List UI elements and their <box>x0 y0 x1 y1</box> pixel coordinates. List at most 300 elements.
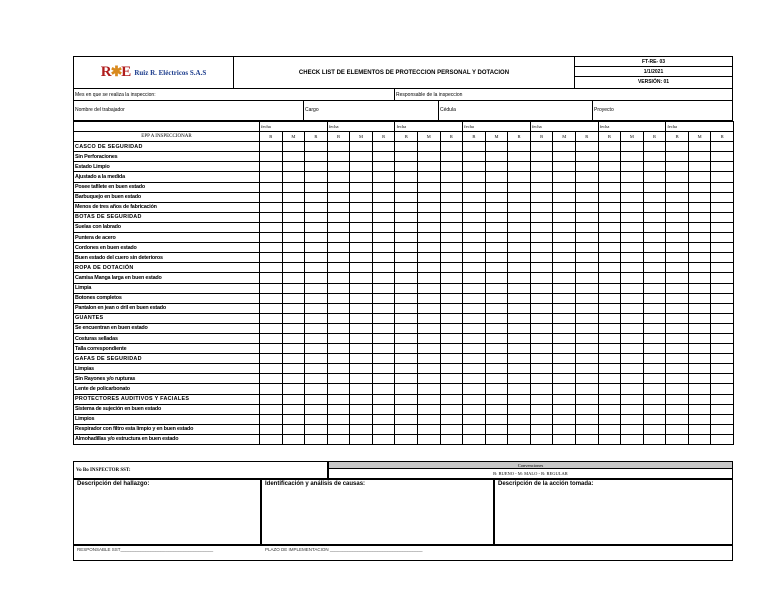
rating-cell[interactable] <box>327 263 350 273</box>
deadline-line[interactable]: PLAZO DE IMPLEMENTACION _____________________________________ <box>265 547 423 552</box>
rating-cell[interactable] <box>418 273 441 283</box>
rating-cell[interactable] <box>508 354 531 364</box>
rating-cell[interactable] <box>440 354 463 364</box>
rating-cell[interactable] <box>305 384 328 394</box>
rating-cell[interactable] <box>485 384 508 394</box>
rating-cell[interactable] <box>508 434 531 444</box>
rating-cell[interactable] <box>666 192 689 202</box>
action-taken-box[interactable] <box>494 479 733 545</box>
rating-cell[interactable] <box>260 162 283 172</box>
rating-cell[interactable] <box>260 202 283 212</box>
rating-cell[interactable] <box>418 404 441 414</box>
rating-cell[interactable] <box>711 263 734 273</box>
rating-cell[interactable] <box>440 374 463 384</box>
rating-cell[interactable] <box>508 323 531 333</box>
rating-cell[interactable] <box>643 323 666 333</box>
rating-cell[interactable] <box>643 222 666 232</box>
rating-cell[interactable] <box>643 364 666 374</box>
rating-cell[interactable] <box>440 404 463 414</box>
rating-cell[interactable] <box>260 253 283 263</box>
rating-cell[interactable] <box>598 142 621 152</box>
rating-cell[interactable] <box>643 182 666 192</box>
rating-cell[interactable] <box>688 404 711 414</box>
rating-cell[interactable] <box>372 293 395 303</box>
rating-cell[interactable] <box>711 323 734 333</box>
rating-cell[interactable] <box>327 313 350 323</box>
rating-cell[interactable] <box>621 293 644 303</box>
rating-cell[interactable] <box>598 323 621 333</box>
rating-cell[interactable] <box>553 323 576 333</box>
rating-cell[interactable] <box>598 263 621 273</box>
rating-cell[interactable] <box>418 243 441 253</box>
rating-cell[interactable] <box>282 243 305 253</box>
rating-cell[interactable] <box>463 323 486 333</box>
rating-cell[interactable] <box>463 212 486 222</box>
rating-cell[interactable] <box>643 333 666 343</box>
rating-cell[interactable] <box>666 273 689 283</box>
rating-cell[interactable] <box>260 212 283 222</box>
rating-cell[interactable] <box>508 192 531 202</box>
rating-cell[interactable] <box>553 212 576 222</box>
rating-cell[interactable] <box>395 424 418 434</box>
rating-cell[interactable] <box>305 152 328 162</box>
rating-cell[interactable] <box>576 333 599 343</box>
rating-cell[interactable] <box>305 364 328 374</box>
rating-cell[interactable] <box>282 404 305 414</box>
rating-cell[interactable] <box>598 404 621 414</box>
rating-cell[interactable] <box>688 293 711 303</box>
rating-cell[interactable] <box>350 303 373 313</box>
rating-cell[interactable] <box>463 384 486 394</box>
rating-cell[interactable] <box>508 384 531 394</box>
rating-cell[interactable] <box>260 374 283 384</box>
rating-cell[interactable] <box>576 293 599 303</box>
rating-cell[interactable] <box>463 152 486 162</box>
rating-cell[interactable] <box>372 404 395 414</box>
rating-cell[interactable] <box>485 333 508 343</box>
rating-cell[interactable] <box>508 404 531 414</box>
rating-cell[interactable] <box>711 303 734 313</box>
rating-cell[interactable] <box>418 333 441 343</box>
rating-cell[interactable] <box>530 323 553 333</box>
rating-cell[interactable] <box>282 323 305 333</box>
rating-cell[interactable] <box>711 192 734 202</box>
rating-cell[interactable] <box>711 172 734 182</box>
rating-cell[interactable] <box>372 273 395 283</box>
rating-cell[interactable] <box>440 434 463 444</box>
rating-cell[interactable] <box>530 364 553 374</box>
rating-cell[interactable] <box>621 374 644 384</box>
rating-cell[interactable] <box>711 293 734 303</box>
rating-cell[interactable] <box>305 263 328 273</box>
rating-cell[interactable] <box>305 273 328 283</box>
rating-cell[interactable] <box>327 344 350 354</box>
rating-cell[interactable] <box>372 303 395 313</box>
rating-cell[interactable] <box>666 263 689 273</box>
rating-cell[interactable] <box>576 152 599 162</box>
rating-cell[interactable] <box>666 313 689 323</box>
rating-cell[interactable] <box>688 152 711 162</box>
rating-cell[interactable] <box>418 253 441 263</box>
rating-cell[interactable] <box>418 222 441 232</box>
rating-cell[interactable] <box>418 212 441 222</box>
rating-cell[interactable] <box>282 344 305 354</box>
rating-cell[interactable] <box>711 202 734 212</box>
rating-cell[interactable] <box>643 243 666 253</box>
rating-cell[interactable] <box>666 182 689 192</box>
rating-cell[interactable] <box>372 424 395 434</box>
rating-cell[interactable] <box>282 192 305 202</box>
rating-cell[interactable] <box>463 142 486 152</box>
rating-cell[interactable] <box>553 374 576 384</box>
rating-cell[interactable] <box>395 364 418 374</box>
rating-cell[interactable] <box>395 344 418 354</box>
rating-cell[interactable] <box>530 263 553 273</box>
rating-cell[interactable] <box>327 333 350 343</box>
rating-cell[interactable] <box>688 323 711 333</box>
rating-cell[interactable] <box>418 293 441 303</box>
rating-cell[interactable] <box>508 303 531 313</box>
rating-cell[interactable] <box>576 394 599 404</box>
rating-cell[interactable] <box>440 394 463 404</box>
rating-cell[interactable] <box>643 313 666 323</box>
rating-cell[interactable] <box>395 162 418 172</box>
rating-cell[interactable] <box>282 434 305 444</box>
rating-cell[interactable] <box>666 162 689 172</box>
rating-cell[interactable] <box>530 293 553 303</box>
rating-cell[interactable] <box>666 283 689 293</box>
rating-cell[interactable] <box>485 222 508 232</box>
rating-cell[interactable] <box>418 172 441 182</box>
rating-cell[interactable] <box>598 394 621 404</box>
rating-cell[interactable] <box>395 222 418 232</box>
rating-cell[interactable] <box>395 313 418 323</box>
rating-cell[interactable] <box>621 182 644 192</box>
rating-cell[interactable] <box>372 434 395 444</box>
rating-cell[interactable] <box>327 293 350 303</box>
rating-cell[interactable] <box>282 333 305 343</box>
rating-cell[interactable] <box>553 253 576 263</box>
rating-cell[interactable] <box>643 263 666 273</box>
rating-cell[interactable] <box>305 212 328 222</box>
rating-cell[interactable] <box>395 253 418 263</box>
rating-cell[interactable] <box>621 344 644 354</box>
rating-cell[interactable] <box>372 142 395 152</box>
rating-cell[interactable] <box>711 253 734 263</box>
rating-cell[interactable] <box>327 243 350 253</box>
rating-cell[interactable] <box>711 313 734 323</box>
rating-cell[interactable] <box>508 344 531 354</box>
rating-cell[interactable] <box>463 172 486 182</box>
rating-cell[interactable] <box>350 344 373 354</box>
rating-cell[interactable] <box>508 333 531 343</box>
rating-cell[interactable] <box>372 182 395 192</box>
rating-cell[interactable] <box>530 202 553 212</box>
rating-cell[interactable] <box>305 243 328 253</box>
rating-cell[interactable] <box>485 253 508 263</box>
rating-cell[interactable] <box>643 202 666 212</box>
rating-cell[interactable] <box>508 182 531 192</box>
rating-cell[interactable] <box>327 424 350 434</box>
rating-cell[interactable] <box>282 303 305 313</box>
rating-cell[interactable] <box>485 394 508 404</box>
rating-cell[interactable] <box>485 303 508 313</box>
rating-cell[interactable] <box>576 414 599 424</box>
rating-cell[interactable] <box>305 192 328 202</box>
rating-cell[interactable] <box>440 222 463 232</box>
rating-cell[interactable] <box>508 283 531 293</box>
rating-cell[interactable] <box>553 384 576 394</box>
rating-cell[interactable] <box>598 424 621 434</box>
rating-cell[interactable] <box>530 424 553 434</box>
rating-cell[interactable] <box>711 434 734 444</box>
rating-cell[interactable] <box>418 323 441 333</box>
rating-cell[interactable] <box>688 364 711 374</box>
rating-cell[interactable] <box>553 243 576 253</box>
rating-cell[interactable] <box>598 172 621 182</box>
finding-description-box[interactable] <box>73 479 261 545</box>
rating-cell[interactable] <box>305 333 328 343</box>
rating-cell[interactable] <box>576 233 599 243</box>
rating-cell[interactable] <box>463 394 486 404</box>
rating-cell[interactable] <box>350 233 373 243</box>
rating-cell[interactable] <box>666 434 689 444</box>
rating-cell[interactable] <box>576 263 599 273</box>
rating-cell[interactable] <box>621 313 644 323</box>
rating-cell[interactable] <box>305 202 328 212</box>
rating-cell[interactable] <box>463 202 486 212</box>
rating-cell[interactable] <box>576 283 599 293</box>
date-cell[interactable]: fecha <box>666 122 734 132</box>
rating-cell[interactable] <box>688 354 711 364</box>
rating-cell[interactable] <box>440 414 463 424</box>
rating-cell[interactable] <box>260 354 283 364</box>
rating-cell[interactable] <box>282 374 305 384</box>
rating-cell[interactable] <box>666 222 689 232</box>
rating-cell[interactable] <box>372 364 395 374</box>
rating-cell[interactable] <box>711 222 734 232</box>
rating-cell[interactable] <box>372 212 395 222</box>
rating-cell[interactable] <box>508 394 531 404</box>
rating-cell[interactable] <box>598 192 621 202</box>
rating-cell[interactable] <box>305 283 328 293</box>
rating-cell[interactable] <box>350 323 373 333</box>
rating-cell[interactable] <box>666 354 689 364</box>
rating-cell[interactable] <box>260 394 283 404</box>
rating-cell[interactable] <box>688 253 711 263</box>
cause-analysis-box[interactable] <box>261 479 494 545</box>
rating-cell[interactable] <box>643 172 666 182</box>
rating-cell[interactable] <box>372 263 395 273</box>
rating-cell[interactable] <box>327 414 350 424</box>
rating-cell[interactable] <box>530 222 553 232</box>
rating-cell[interactable] <box>418 414 441 424</box>
rating-cell[interactable] <box>440 424 463 434</box>
rating-cell[interactable] <box>463 374 486 384</box>
rating-cell[interactable] <box>440 333 463 343</box>
rating-cell[interactable] <box>372 354 395 364</box>
rating-cell[interactable] <box>643 273 666 283</box>
rating-cell[interactable] <box>440 384 463 394</box>
rating-cell[interactable] <box>688 424 711 434</box>
rating-cell[interactable] <box>711 243 734 253</box>
rating-cell[interactable] <box>711 152 734 162</box>
rating-cell[interactable] <box>530 152 553 162</box>
rating-cell[interactable] <box>350 293 373 303</box>
rating-cell[interactable] <box>260 233 283 243</box>
rating-cell[interactable] <box>463 333 486 343</box>
rating-cell[interactable] <box>508 233 531 243</box>
rating-cell[interactable] <box>350 384 373 394</box>
rating-cell[interactable] <box>666 152 689 162</box>
rating-cell[interactable] <box>282 142 305 152</box>
rating-cell[interactable] <box>508 172 531 182</box>
rating-cell[interactable] <box>260 152 283 162</box>
rating-cell[interactable] <box>372 202 395 212</box>
rating-cell[interactable] <box>463 253 486 263</box>
rating-cell[interactable] <box>305 434 328 444</box>
rating-cell[interactable] <box>440 233 463 243</box>
rating-cell[interactable] <box>440 273 463 283</box>
rating-cell[interactable] <box>372 313 395 323</box>
rating-cell[interactable] <box>418 233 441 243</box>
rating-cell[interactable] <box>350 222 373 232</box>
rating-cell[interactable] <box>282 263 305 273</box>
rating-cell[interactable] <box>621 333 644 343</box>
rating-cell[interactable] <box>666 333 689 343</box>
rating-cell[interactable] <box>530 283 553 293</box>
rating-cell[interactable] <box>485 313 508 323</box>
rating-cell[interactable] <box>395 404 418 414</box>
rating-cell[interactable] <box>282 172 305 182</box>
rating-cell[interactable] <box>598 384 621 394</box>
rating-cell[interactable] <box>508 162 531 172</box>
rating-cell[interactable] <box>372 374 395 384</box>
rating-cell[interactable] <box>553 233 576 243</box>
rating-cell[interactable] <box>485 283 508 293</box>
worker-name-label[interactable]: Nombre del trabajador <box>75 107 125 113</box>
rating-cell[interactable] <box>463 414 486 424</box>
rating-cell[interactable] <box>395 414 418 424</box>
rating-cell[interactable] <box>508 253 531 263</box>
rating-cell[interactable] <box>553 192 576 202</box>
rating-cell[interactable] <box>643 434 666 444</box>
rating-cell[interactable] <box>530 142 553 152</box>
rating-cell[interactable] <box>260 182 283 192</box>
rating-cell[interactable] <box>418 152 441 162</box>
rating-cell[interactable] <box>418 394 441 404</box>
rating-cell[interactable] <box>553 222 576 232</box>
rating-cell[interactable] <box>440 303 463 313</box>
rating-cell[interactable] <box>666 142 689 152</box>
rating-cell[interactable] <box>666 233 689 243</box>
rating-cell[interactable] <box>327 303 350 313</box>
rating-cell[interactable] <box>327 323 350 333</box>
rating-cell[interactable] <box>711 394 734 404</box>
rating-cell[interactable] <box>576 273 599 283</box>
rating-cell[interactable] <box>688 243 711 253</box>
rating-cell[interactable] <box>508 414 531 424</box>
rating-cell[interactable] <box>350 162 373 172</box>
rating-cell[interactable] <box>553 283 576 293</box>
date-cell[interactable]: fecha <box>327 122 395 132</box>
rating-cell[interactable] <box>260 414 283 424</box>
rating-cell[interactable] <box>711 424 734 434</box>
rating-cell[interactable] <box>530 162 553 172</box>
rating-cell[interactable] <box>598 354 621 364</box>
rating-cell[interactable] <box>643 404 666 414</box>
rating-cell[interactable] <box>688 273 711 283</box>
rating-cell[interactable] <box>530 414 553 424</box>
rating-cell[interactable] <box>418 364 441 374</box>
rating-cell[interactable] <box>711 354 734 364</box>
rating-cell[interactable] <box>530 384 553 394</box>
rating-cell[interactable] <box>418 182 441 192</box>
rating-cell[interactable] <box>418 313 441 323</box>
rating-cell[interactable] <box>666 384 689 394</box>
rating-cell[interactable] <box>463 313 486 323</box>
rating-cell[interactable] <box>530 374 553 384</box>
rating-cell[interactable] <box>553 172 576 182</box>
rating-cell[interactable] <box>485 243 508 253</box>
rating-cell[interactable] <box>598 344 621 354</box>
rating-cell[interactable] <box>598 434 621 444</box>
rating-cell[interactable] <box>530 212 553 222</box>
rating-cell[interactable] <box>688 313 711 323</box>
rating-cell[interactable] <box>530 313 553 323</box>
rating-cell[interactable] <box>688 212 711 222</box>
rating-cell[interactable] <box>688 394 711 404</box>
rating-cell[interactable] <box>327 384 350 394</box>
rating-cell[interactable] <box>350 192 373 202</box>
rating-cell[interactable] <box>576 344 599 354</box>
rating-cell[interactable] <box>666 364 689 374</box>
rating-cell[interactable] <box>350 333 373 343</box>
rating-cell[interactable] <box>643 192 666 202</box>
rating-cell[interactable] <box>508 142 531 152</box>
rating-cell[interactable] <box>485 233 508 243</box>
rating-cell[interactable] <box>282 313 305 323</box>
rating-cell[interactable] <box>463 293 486 303</box>
rating-cell[interactable] <box>508 212 531 222</box>
rating-cell[interactable] <box>553 394 576 404</box>
rating-cell[interactable] <box>282 182 305 192</box>
rating-cell[interactable] <box>418 344 441 354</box>
rating-cell[interactable] <box>305 414 328 424</box>
rating-cell[interactable] <box>440 152 463 162</box>
rating-cell[interactable] <box>463 222 486 232</box>
rating-cell[interactable] <box>327 222 350 232</box>
rating-cell[interactable] <box>305 222 328 232</box>
rating-cell[interactable] <box>395 394 418 404</box>
rating-cell[interactable] <box>576 323 599 333</box>
rating-cell[interactable] <box>621 233 644 243</box>
rating-cell[interactable] <box>463 162 486 172</box>
rating-cell[interactable] <box>508 243 531 253</box>
rating-cell[interactable] <box>530 253 553 263</box>
rating-cell[interactable] <box>372 222 395 232</box>
rating-cell[interactable] <box>395 202 418 212</box>
rating-cell[interactable] <box>327 374 350 384</box>
rating-cell[interactable] <box>327 212 350 222</box>
rating-cell[interactable] <box>576 172 599 182</box>
rating-cell[interactable] <box>327 404 350 414</box>
rating-cell[interactable] <box>282 424 305 434</box>
rating-cell[interactable] <box>711 283 734 293</box>
rating-cell[interactable] <box>553 273 576 283</box>
rating-cell[interactable] <box>688 162 711 172</box>
rating-cell[interactable] <box>485 162 508 172</box>
